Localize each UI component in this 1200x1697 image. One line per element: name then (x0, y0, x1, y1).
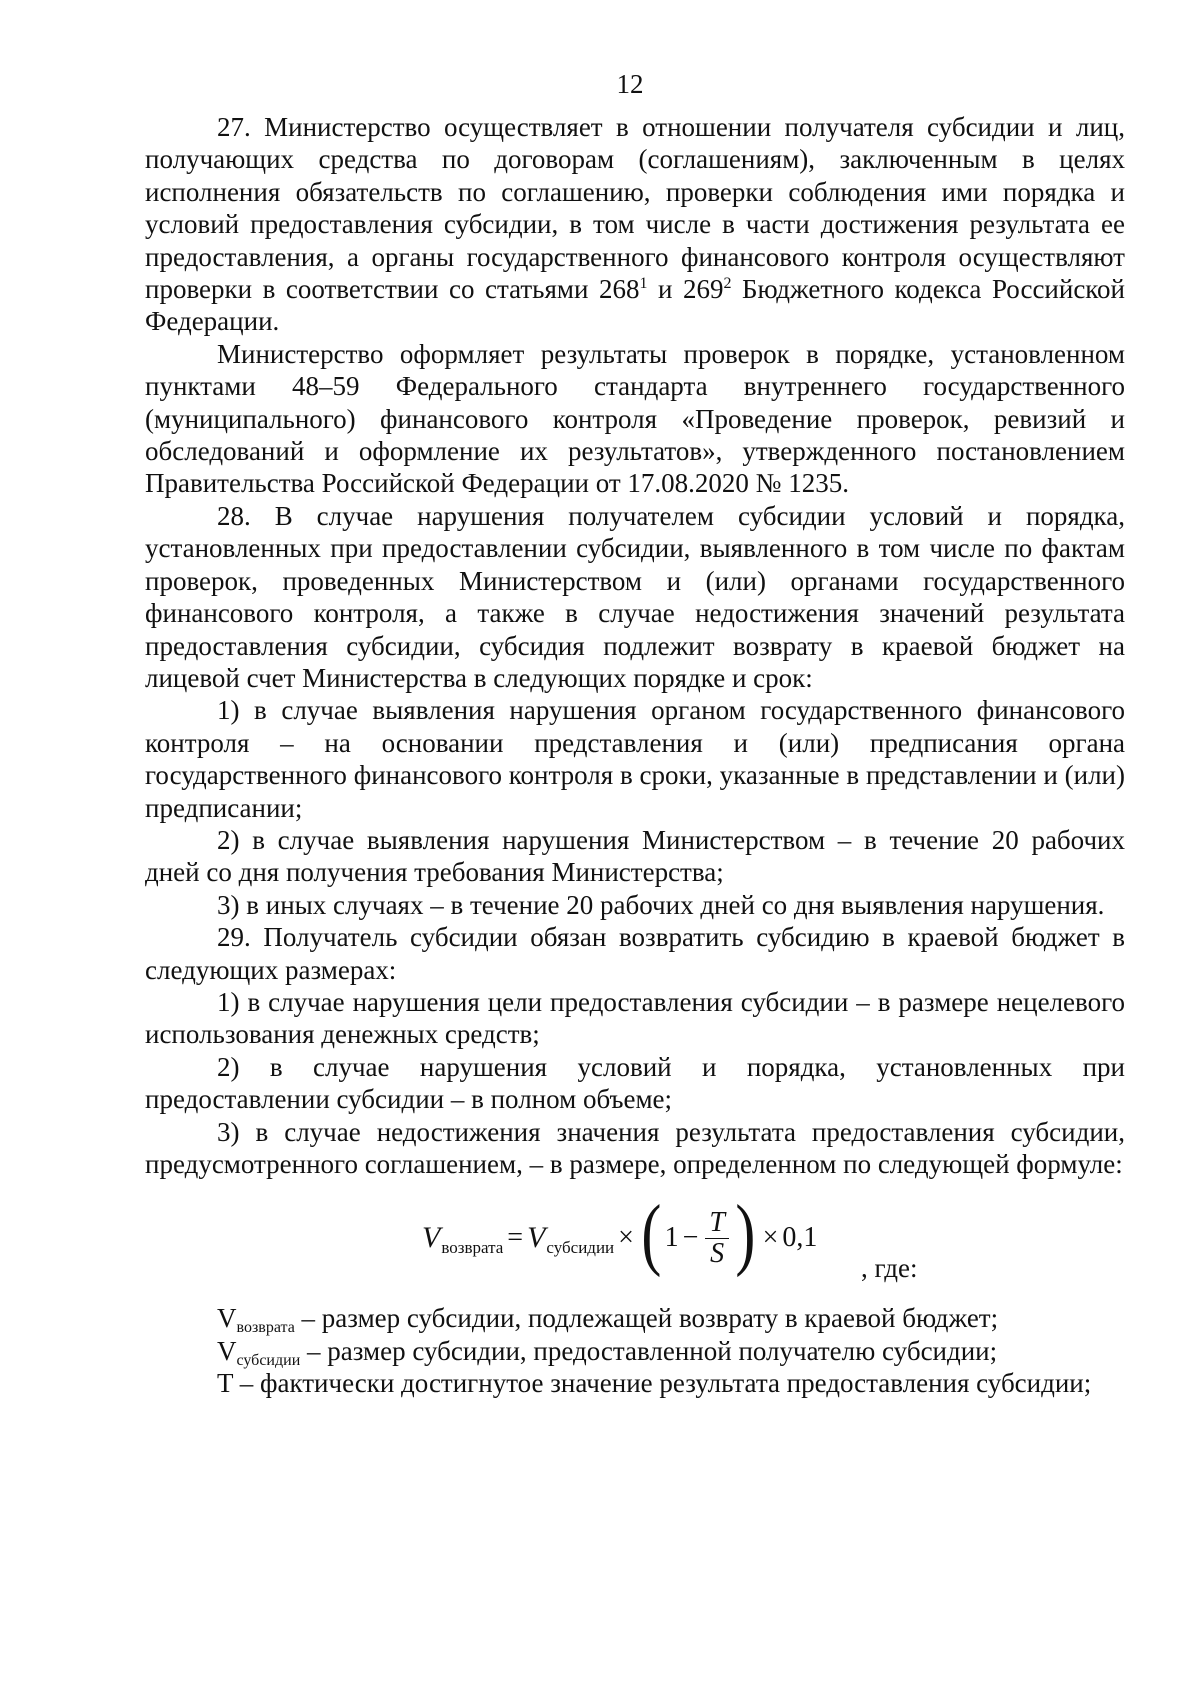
definition-v-subsidy: $V_{субсидии}$ – размер субсидии, предоставленной получателю субсидии; (217, 1335, 998, 1369)
paragraph-29-item-1: 1) в случае нарушения цели предоставления субсидии – в размере нецелевого использования денежных средств; (145, 986, 1125, 1050)
paragraph-28-item-2: 2) в случае выявления нарушения Министерством – в течение 20 рабочих дней со дня получения требования Министерства; (145, 824, 1125, 888)
paragraph-28: 28. В случае нарушения получателем субсидии условий и порядка, установленных при предоставлении субсидии, выявленного в том числе по фактам проверок, проведенных Министерством и (или) органами государственного финансового контроля, а также в случае недостижения значений результата предоставления субсидии, субсидия подлежит возврату в краевой бюджет на лицевой счет Министерства в следующих порядке и срок: (145, 500, 1125, 693)
paragraph-28-item-3: 3) в иных случаях – в течение 20 рабочих дней со дня выявления нарушения. (217, 889, 1105, 920)
fraction: $\frac{T}{S}$ (705, 1208, 729, 1269)
return-formula: V возврата = V субсидии × ( 1 − $\frac{T}{S}$ ) × 0,1 (422, 1190, 818, 1279)
document-body (145, 111, 1125, 1400)
page-number: 12 (616, 69, 644, 99)
definition-t: T – фактически достигнутое значение результата предоставления субсидии; (217, 1368, 1092, 1399)
paragraph-27: 27. Министерство осуществляет в отношении получателя субсидии и лиц, получающих средства по договорам (соглашениям), заключенным в целях исполнения обязательств по соглашению, проверки соблюдения ими порядка и условий предоставления субсидии, в том числе в части достижения результата ее предоставления, а органы государственного финансового контроля осуществляют проверки в соответствии со статьями $268^1$ и $269^2$ Бюджетного кодекса Российской Федерации. (145, 112, 1126, 337)
right-parenthesis: ) (735, 1190, 756, 1279)
paragraph-29-item-3: 3) в случае недостижения значения результата предоставления субсидии, предусмотренного соглашением, – в размере, определенном по следующей формуле: (145, 1116, 1125, 1179)
paragraph-27-continued: Министерство оформляет результаты проверок в порядке, установленном пунктами 48–59 Федерального стандарта внутреннего государственного (муниципального) финансового контроля «Проведение проверок, ревизий и обследований и оформление их результатов», утвержденного постановлением Правительства Российской Федерации от 17.08.2020 № 1235. (145, 338, 1125, 499)
superscript: 2 (723, 275, 732, 293)
formula-where: , где: (861, 1253, 918, 1284)
definition-v-return: $V_{возврата}$ – размер субсидии, подлежащей возврату в краевой бюджет; (217, 1303, 999, 1337)
paragraph-29-item-2: 2) в случае нарушения условий и порядка, установленных при предоставлении субсидии – в полном объеме; (145, 1051, 1125, 1115)
formula-block (145, 1180, 1125, 1302)
left-parenthesis: ( (641, 1190, 662, 1279)
paragraph-29: 29. Получатель субсидии обязан возвратить субсидию в краевой бюджет в следующих размерах: (145, 922, 1125, 985)
superscript: 1 (639, 275, 648, 293)
paragraph-28-item-1: 1) в случае выявления нарушения органом государственного финансового контроля – на основании представления и (или) предписания органа государственного финансового контроля в сроки, указанные в представлении и (или) предписании; (145, 695, 1125, 823)
